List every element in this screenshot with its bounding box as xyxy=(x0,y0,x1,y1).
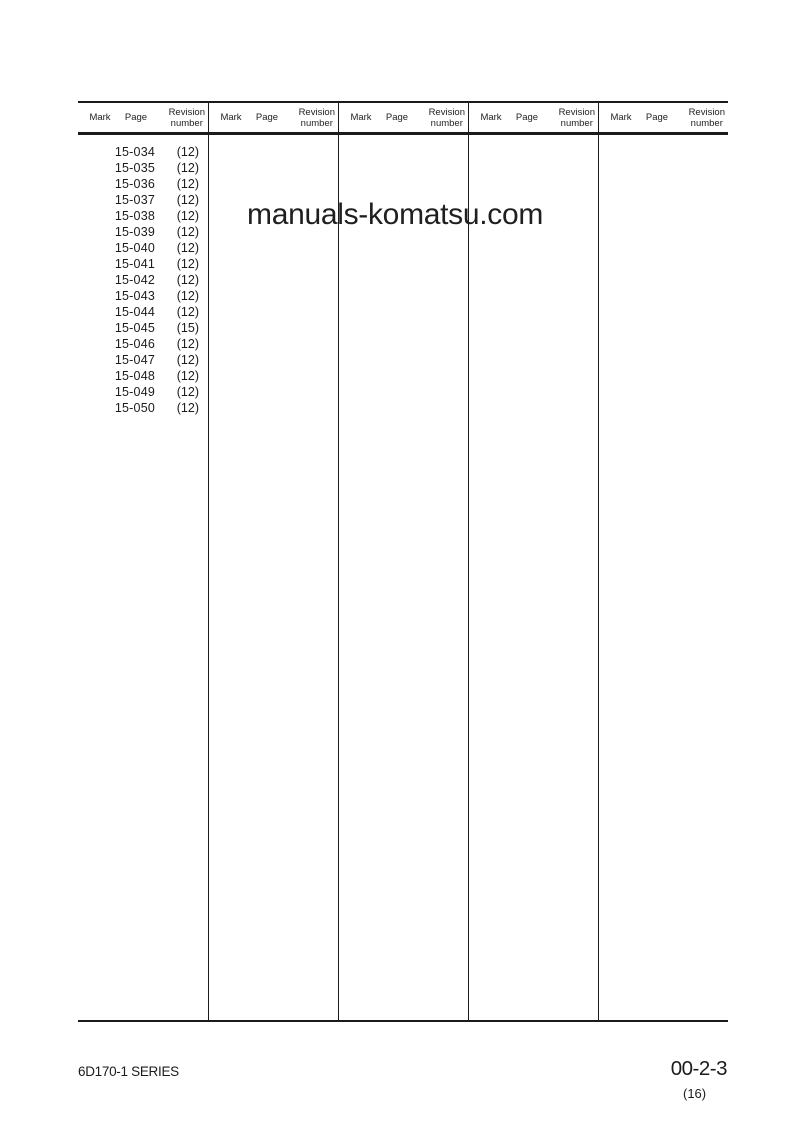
group-header xyxy=(78,103,208,133)
page-cell: 15-040 xyxy=(114,241,155,255)
revision-cell: (12) xyxy=(176,353,199,367)
revision-header-line1: Revision xyxy=(168,106,205,118)
revision-cell: (12) xyxy=(176,193,199,207)
group-header xyxy=(599,103,728,133)
table-row xyxy=(78,256,208,272)
revision-cell: (12) xyxy=(176,337,199,351)
table-column-group-5 xyxy=(598,103,728,1020)
group-header xyxy=(339,103,468,133)
page-header: Page xyxy=(645,112,669,123)
table-column-group-1 xyxy=(78,103,208,1020)
revision-header-line1: Revision xyxy=(558,106,595,118)
table-row xyxy=(78,400,208,416)
table-row xyxy=(78,304,208,320)
table-column-group-4 xyxy=(468,103,598,1020)
table-row xyxy=(78,224,208,240)
table-row xyxy=(78,176,208,192)
revision-cell: (12) xyxy=(176,145,199,159)
revision-header-line1: Revision xyxy=(298,106,335,118)
revision-cell: (12) xyxy=(176,369,199,383)
revision-cell: (12) xyxy=(176,401,199,415)
page-cell: 15-048 xyxy=(114,369,155,383)
revision-cell: (12) xyxy=(176,257,199,271)
table-row xyxy=(78,160,208,176)
page-header: Page xyxy=(124,112,148,123)
group-header xyxy=(469,103,598,133)
revision-header-line1: Revision xyxy=(688,106,725,118)
page-cell: 15-041 xyxy=(114,257,155,271)
revision-number-header xyxy=(299,107,335,129)
table-row xyxy=(78,192,208,208)
revision-cell: (12) xyxy=(176,225,199,239)
mark-header: Mark xyxy=(220,112,242,123)
revision-cell: (12) xyxy=(176,289,199,303)
revision-cell: (12) xyxy=(176,209,199,223)
revision-cell: (12) xyxy=(176,305,199,319)
page-header: Page xyxy=(515,112,539,123)
footer-series-label: 6D170-1 SERIES xyxy=(78,1064,179,1079)
page-cell: 15-039 xyxy=(114,225,155,239)
revision-header-line1: Revision xyxy=(428,106,465,118)
revision-number-header xyxy=(689,107,725,129)
revision-cell: (12) xyxy=(176,385,199,399)
page-cell: 15-047 xyxy=(114,353,155,367)
mark-header: Mark xyxy=(480,112,502,123)
table-row xyxy=(78,320,208,336)
table-row xyxy=(78,272,208,288)
page-cell: 15-038 xyxy=(114,209,155,223)
revision-cell: (12) xyxy=(176,273,199,287)
page-header: Page xyxy=(385,112,409,123)
page-cell: 15-037 xyxy=(114,193,155,207)
revision-number-header xyxy=(169,107,205,129)
footer-page-number: 00-2-3 xyxy=(670,1057,727,1080)
table-row xyxy=(78,352,208,368)
mark-header: Mark xyxy=(350,112,372,123)
mark-header: Mark xyxy=(610,112,632,123)
page-header: Page xyxy=(255,112,279,123)
page-cell: 15-043 xyxy=(114,289,155,303)
table-row xyxy=(78,384,208,400)
revision-cell: (12) xyxy=(176,241,199,255)
revision-number-header xyxy=(429,107,465,129)
table-row xyxy=(78,288,208,304)
page-cell: 15-045 xyxy=(114,321,155,335)
revision-header-line2: number xyxy=(690,117,723,129)
revision-header-line2: number xyxy=(560,117,593,129)
table-row xyxy=(78,208,208,224)
mark-header: Mark xyxy=(89,112,111,123)
revision-header-line2: number xyxy=(430,117,463,129)
table-column-group-2 xyxy=(208,103,338,1020)
page-cell: 15-044 xyxy=(114,305,155,319)
revision-cell: (15) xyxy=(176,321,199,335)
page-cell: 15-035 xyxy=(114,161,155,175)
page-cell: 15-036 xyxy=(114,177,155,191)
table-row xyxy=(78,368,208,384)
revision-number-header xyxy=(559,107,595,129)
revision-cell: (12) xyxy=(176,161,199,175)
table-row xyxy=(78,144,208,160)
revision-header-line2: number xyxy=(170,117,203,129)
page-cell: 15-049 xyxy=(114,385,155,399)
page-cell: 15-042 xyxy=(114,273,155,287)
group-header xyxy=(209,103,338,133)
page-cell: 15-034 xyxy=(114,145,155,159)
watermark-text: manuals-komatsu.com xyxy=(247,198,544,231)
table-row xyxy=(78,336,208,352)
revision-header-line2: number xyxy=(300,117,333,129)
page-cell: 15-046 xyxy=(114,337,155,351)
table-column-group-3 xyxy=(338,103,468,1020)
footer-revision-count: (16) xyxy=(683,1086,707,1101)
revision-table xyxy=(78,101,728,1022)
group-rows xyxy=(78,144,208,416)
revision-cell: (12) xyxy=(176,177,199,191)
page-cell: 15-050 xyxy=(114,401,155,415)
table-row xyxy=(78,240,208,256)
